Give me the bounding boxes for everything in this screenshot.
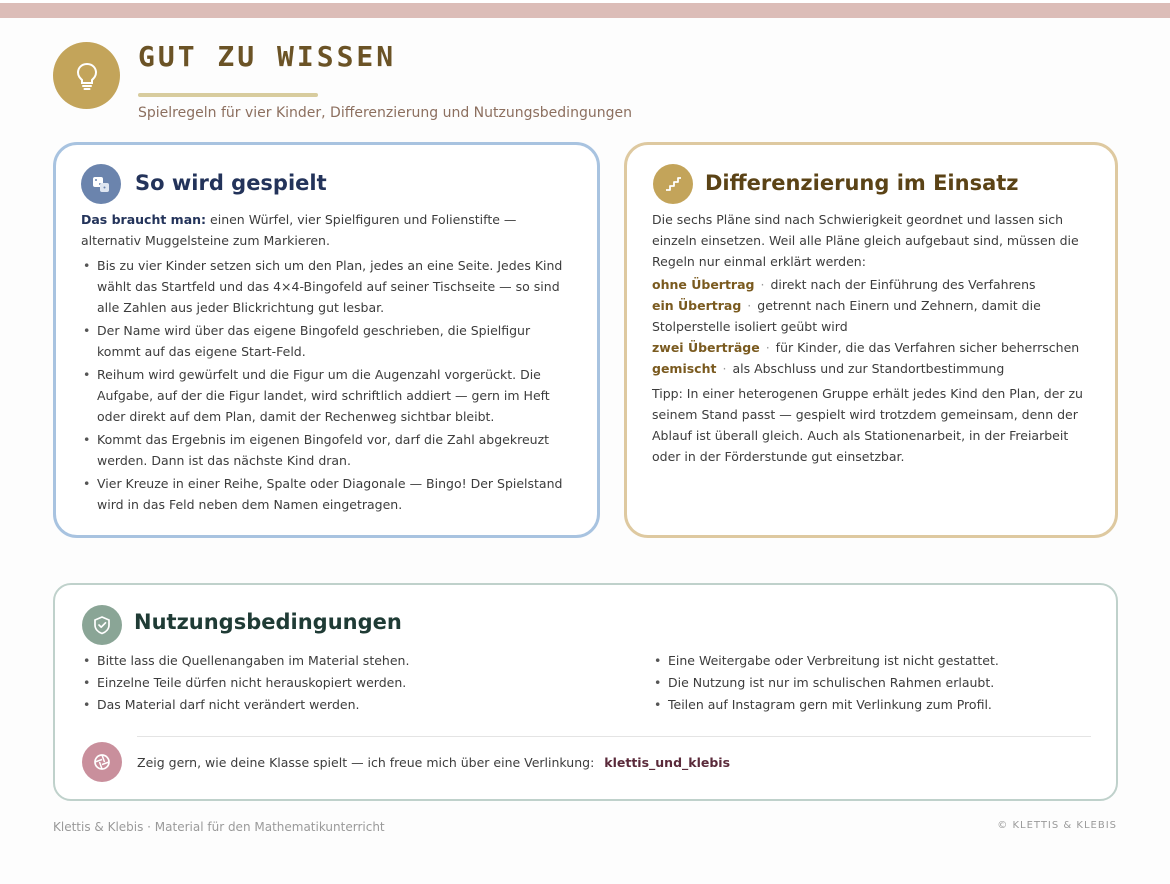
list-item: • Vier Kreuze in einer Reihe, Spalte oder Diagonale — Bingo! Der Spielstand wird in das Feld neben dem Namen eingetragen.: [81, 473, 571, 515]
needs-label: Das braucht man:: [81, 212, 207, 227]
footer-left: Klettis & Klebis · Material für den Mathematikunterricht: [53, 820, 385, 834]
insta-line: [137, 752, 1077, 773]
differentiation-card: [624, 142, 1118, 538]
page-title: GUT ZU WISSEN: [138, 40, 397, 73]
page-subtitle: Spielregeln für vier Kinder, Differenzierung und Nutzungsbedingungen: [138, 105, 632, 121]
footer-right: © KLETTIS & KLEBIS: [997, 820, 1117, 831]
level-name: ohne Übertrag: [652, 277, 755, 292]
terms-list-right: [653, 650, 1093, 716]
level-item: [652, 358, 1092, 379]
level-name: ein Übertrag: [652, 298, 742, 313]
list-item: • Reihum wird gewürfelt und die Figur um die Augenzahl vorgerückt. Die Aufgabe, auf der die Figur landet, wird schriftlich addiert — gern im Heft oder direkt auf dem Plan, damit der Rechenweg sichtbar bleibt.: [81, 364, 571, 427]
differentiation-body: [652, 209, 1092, 467]
list-item: • Bitte lass die Quellenangaben im Material stehen.: [82, 650, 622, 672]
list-item: • Eine Weitergabe oder Verbreitung ist nicht gestattet.: [653, 650, 1093, 672]
lightbulb-icon: [53, 42, 120, 109]
list-item: • Bis zu vier Kinder setzen sich um den Plan, jedes an eine Seite. Jedes Kind wählt das Startfeld und das 4×4-Bingofeld auf seiner Tischseite — so sind alle Zahlen aus jeder Blickrichtung gut lesbar.: [81, 255, 571, 318]
level-item: [652, 274, 1092, 295]
level-text: als Abschluss und zur Standortbestimmung: [732, 361, 1005, 376]
stairs-icon: [653, 164, 693, 204]
rules-list: [81, 255, 571, 517]
shield-check-icon: [82, 605, 122, 645]
differentiation-tip: Tipp: In einer heterogenen Gruppe erhält jedes Kind den Plan, der zu seinem Stand passt — gespielt wird trotzdem gemeinsam, denn der Ablauf ist überall gleich. Auch als Stationenarbeit, in der Freiarbeit oder in der Förderstunde gut einsetzbar.: [652, 386, 1083, 464]
level-item: [652, 295, 1092, 337]
title-underline: [138, 93, 318, 97]
level-name: zwei Überträge: [652, 340, 760, 355]
level-text: getrennt nach Einern und Zehnern, damit die Stolperstelle isoliert geübt wird: [652, 298, 1041, 334]
level-text: für Kinder, die das Verfahren sicher beherrschen: [775, 340, 1080, 355]
level-separator: ·: [765, 340, 770, 355]
level-separator: ·: [760, 277, 765, 292]
list-item: • Der Name wird über das eigene Bingofeld geschrieben, die Spielfigur kommt auf das eigene Start-Feld.: [81, 320, 571, 362]
level-separator: ·: [722, 361, 727, 376]
list-item: • Das Material darf nicht verändert werden.: [82, 694, 622, 716]
differentiation-title: Differenzierung im Einsatz: [705, 171, 1019, 195]
rules-card: [53, 142, 600, 538]
rules-title: So wird gespielt: [135, 171, 327, 195]
level-name: gemischt: [652, 361, 717, 376]
dice-icon: [81, 164, 121, 204]
list-item: • Kommt das Ergebnis im eigenen Bingofeld vor, darf die Zahl abgekreuzt werden. Dann ist das nächste Kind dran.: [81, 429, 571, 471]
insta-handle[interactable]: klettis_und_klebis: [604, 755, 731, 770]
insta-text: Zeig gern, wie deine Klasse spielt — ich freue mich über eine Verlinkung:: [137, 755, 595, 770]
list-item: • Teilen auf Instagram gern mit Verlinkung zum Profil.: [653, 694, 1093, 716]
differentiation-intro: Die sechs Pläne sind nach Schwierigkeit geordnet und lassen sich einzeln einsetzen. Weil alle Pläne gleich aufgebaut sind, müssen die Regeln nur einmal erklärt werden:: [652, 212, 1079, 269]
terms-card: [53, 583, 1118, 801]
camera-aperture-icon: [82, 742, 122, 782]
list-item: • Einzelne Teile dürfen nicht herauskopiert werden.: [82, 672, 622, 694]
divider: [137, 736, 1091, 737]
terms-list-left: [82, 650, 622, 716]
terms-title: Nutzungsbedingungen: [134, 610, 402, 634]
list-item: • Die Nutzung ist nur im schulischen Rahmen erlaubt.: [653, 672, 1093, 694]
level-item: [652, 337, 1092, 358]
level-text: direkt nach der Einführung des Verfahrens: [770, 277, 1036, 292]
top-accent-bar: [0, 3, 1170, 18]
rules-needs: [81, 209, 571, 251]
level-separator: ·: [747, 298, 752, 313]
needs-text: einen Würfel, vier Spielfiguren und Folienstifte — alternativ Muggelsteine zum Markieren.: [81, 212, 517, 248]
